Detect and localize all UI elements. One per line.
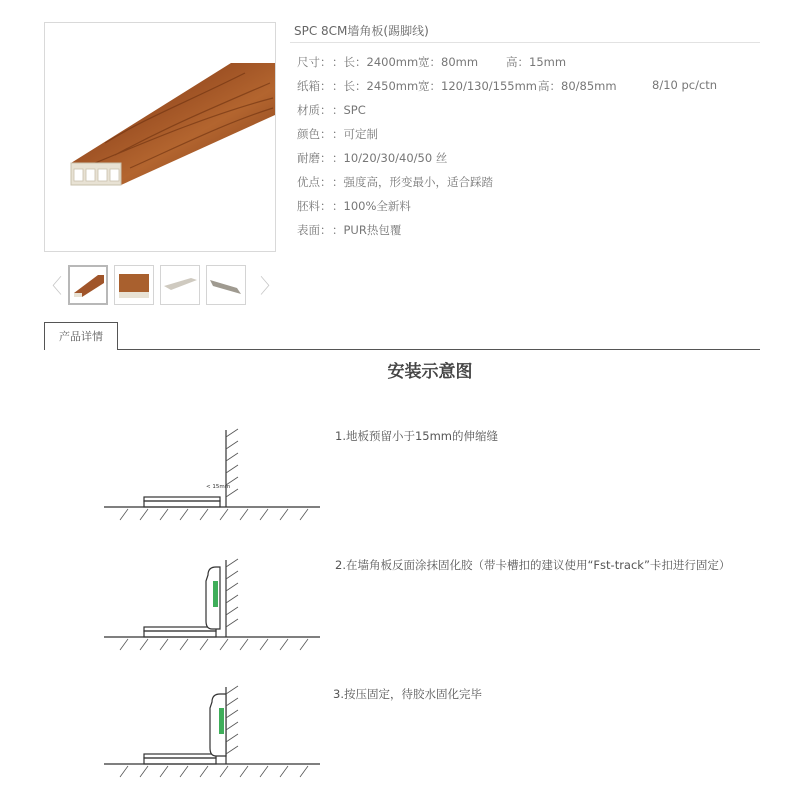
spec-carton-width: 宽：120/130/155mm bbox=[418, 79, 538, 93]
spec-carton-length: ：长：2450mm bbox=[332, 79, 419, 93]
gap-label: < 15mm bbox=[206, 484, 231, 490]
gallery-next-button[interactable] bbox=[260, 276, 280, 296]
wood-profile-thumb bbox=[70, 267, 106, 303]
wood-profile-front-thumb bbox=[115, 266, 153, 304]
thumbnail-4[interactable] bbox=[206, 265, 246, 305]
step-2-text: 2.在墙角板反面涂抹固化胶（带卡槽扣的建议使用“Fst-track”卡扣进行固定） bbox=[335, 558, 731, 572]
spec-advantage-value: ：强度高，形变最小，适合踩踏 bbox=[332, 175, 493, 189]
step-3-diagram bbox=[100, 682, 325, 782]
spec-label-material: 材质： bbox=[297, 103, 332, 117]
step-3-text: 3.按压固定，待胶水固化完毕 bbox=[333, 687, 482, 701]
step-1-diagram bbox=[100, 425, 325, 525]
tab-product-details[interactable]: 产品详情 bbox=[44, 322, 118, 350]
thumbnail-2[interactable] bbox=[114, 265, 154, 305]
spec-wear-value: ：10/20/30/40/50 丝 bbox=[332, 151, 448, 165]
skirting-board-image bbox=[45, 23, 275, 251]
spec-color-value: ：可定制 bbox=[332, 127, 378, 141]
spec-label-raw-material: 胚料： bbox=[297, 199, 332, 213]
chevron-right-icon: 〉 bbox=[260, 274, 280, 298]
spec-material-value: ：SPC bbox=[332, 103, 366, 117]
spec-label-size: 尺寸： bbox=[297, 55, 332, 69]
spec-size-width: 宽：80mm bbox=[418, 55, 479, 69]
glue-strip-pressed bbox=[219, 708, 224, 734]
tab-divider bbox=[118, 349, 760, 350]
spec-label-advantage: 优点： bbox=[297, 175, 332, 189]
gallery-prev-button[interactable] bbox=[42, 276, 62, 296]
thumbnail-1[interactable] bbox=[68, 265, 108, 305]
spec-size-height: 高：15mm bbox=[506, 55, 567, 69]
spec-carton-height: 高：80/85mm bbox=[538, 79, 617, 93]
step-1-text: 1.地板预留小于15mm的伸缩缝 bbox=[335, 429, 499, 443]
spec-surface-value: ：PUR热包覆 bbox=[332, 223, 402, 237]
spec-raw-material-value: ：100%全新料 bbox=[332, 199, 411, 213]
spec-label-color: 颜色： bbox=[297, 127, 332, 141]
product-title: SPC 8CM墙角板(踢脚线) bbox=[294, 24, 429, 38]
thumbnail-3[interactable] bbox=[160, 265, 200, 305]
step-2-diagram bbox=[100, 555, 325, 655]
spec-carton-quantity: 8/10 pc/ctn bbox=[652, 78, 718, 92]
spec-label-carton: 纸箱： bbox=[297, 79, 332, 93]
title-divider bbox=[290, 42, 760, 43]
grey-profile-thumb bbox=[161, 266, 199, 304]
grey-profile-angle-thumb bbox=[207, 266, 245, 304]
spec-size-length: ：长：2400mm bbox=[332, 55, 419, 69]
chevron-left-icon: 〈 bbox=[42, 274, 62, 298]
glue-strip bbox=[213, 581, 218, 607]
installation-title: 安装示意图 bbox=[387, 362, 473, 382]
product-main-image[interactable] bbox=[44, 22, 276, 252]
spec-label-wear: 耐磨： bbox=[297, 151, 332, 165]
spec-label-surface: 表面： bbox=[297, 223, 332, 237]
